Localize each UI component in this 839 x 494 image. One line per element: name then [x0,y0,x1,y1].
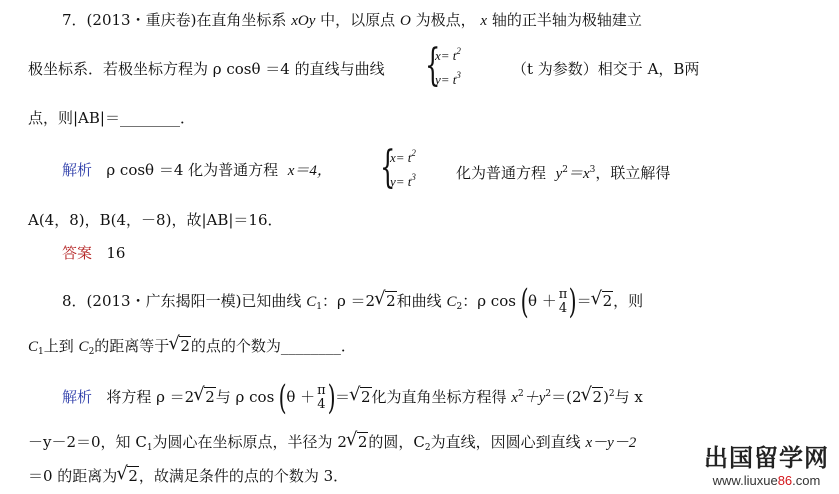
q8-line-1: 8．(2013・广东揭阳一模)已知曲线 $C_1$：ρ ＝2√ 2和曲线 $C_2$：ρ cos (θ ＋ π 4 )＝√ 2，则 [62,287,643,317]
sol8-line-2: －y－2＝0，知 $C_1$为圆心在坐标原点，半径为 2√ 2的圆，$C_2$为直线，因圆心到直线 x－y－2 [28,432,636,458]
solution-label: 解析 [62,388,93,406]
answer-7: 答案 16 [62,244,126,262]
sqrt: √ 2 [118,466,139,486]
sol7-line-1: 解析 ρ cosθ ＝4 化为普通方程 x＝4， [62,161,332,179]
brace: { [380,142,396,193]
sol7-line-1b: 化为普通方程 $y^2=x^3$，联立解得 [456,164,671,182]
sqrt: √ 2 [170,336,191,356]
fraction: π 4 [558,287,568,316]
sol8-line-1: 解析 将方程 ρ ＝2√ 2与 ρ cos (θ ＋ π 4 )＝√ 2化为直角坐标方程得 $x^2+y^2=(2√$ 2)$^2$与 x [62,383,643,413]
sqrt: √ 2 [593,291,614,311]
q7-line-2a: 极坐标系．若极坐标方程为 ρ cosθ ＝4 的直线与曲线 [28,60,385,78]
fraction: π 4 [317,383,326,412]
sqrt: √ 2 [195,387,216,407]
sqrt: √ 2 [351,387,372,407]
q7-line-3: 点，则|AB|＝________． [28,109,195,127]
sol7-parametric-system: { $x= t^2$ $y= t^3$ [380,142,416,193]
sol7-line-2: A(4，8)，B(4，－8)，故|AB|＝16． [28,211,283,229]
site-watermark [704,438,829,488]
answer-label: 答案 [62,244,93,262]
q7-line-2b: （t 为参数）相交于 A，B两 [512,60,700,78]
q7-parametric-system: { $x= t^2$ $y= t^3$ [425,40,461,91]
sol8-line-3: ＝0 的距离为√ 2，故满足条件的点的个数为 3． [28,466,348,486]
sqrt: √ 2 [348,432,369,452]
watermark-title: 出国留学网 [704,444,829,472]
sqrt: √ 2 [583,387,604,407]
sqrt: √ 2 [376,291,397,311]
q7-line-1: 7．(2013・重庆卷)在直角坐标系 xOy 中，以原点 O 为极点， x 轴的正半轴为极轴建立 [62,11,642,29]
brace: { [425,40,441,91]
solution-label: 解析 [62,161,93,179]
q8-line-2: $C_1$上到 $C_2$的距离等于√ 2的点的个数为________． [28,336,356,362]
watermark-url: www.liuxue86.com [712,473,821,488]
